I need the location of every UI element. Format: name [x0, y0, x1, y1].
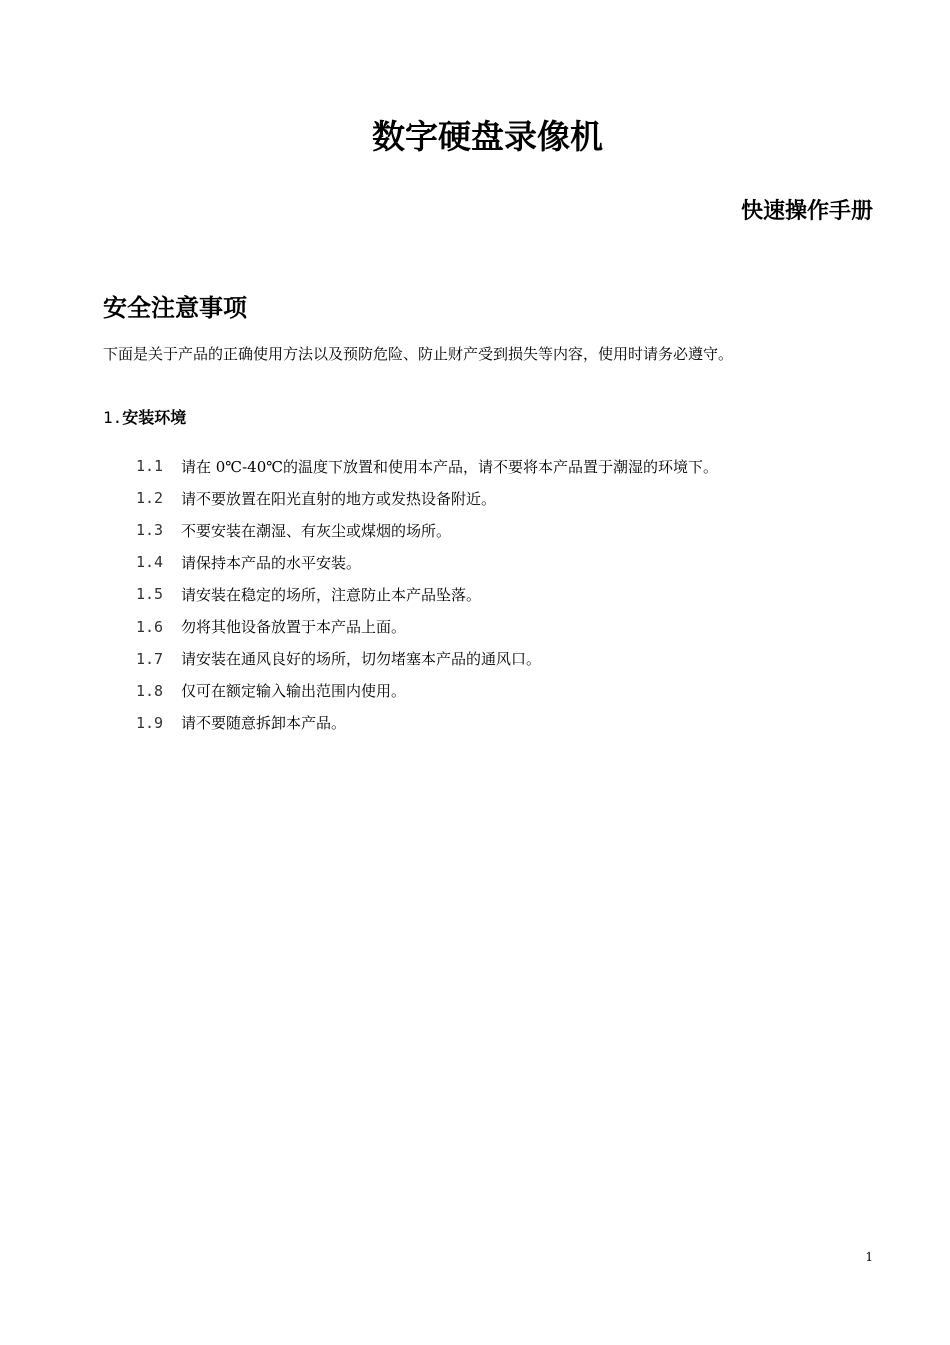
item-number: 1.7	[136, 649, 164, 668]
item-text: 请安装在稳定的场所，注意防止本产品坠落。	[181, 585, 482, 604]
item-number: 1.3	[136, 521, 164, 540]
instruction-list	[136, 450, 718, 739]
list-item	[136, 578, 718, 610]
list-item	[136, 546, 718, 578]
item-number: 1.4	[136, 553, 164, 572]
item-number: 1.5	[136, 585, 164, 604]
item-number: 1.9	[136, 713, 164, 732]
item-number: 1.6	[136, 617, 164, 636]
item-text: 不要安装在潮湿、有灰尘或煤烟的场所。	[181, 521, 452, 540]
list-item	[136, 707, 718, 739]
list-item	[136, 643, 718, 675]
list-item	[136, 482, 718, 514]
item-text: 请不要放置在阳光直射的地方或发热设备附近。	[181, 489, 497, 508]
item-text: 勿将其他设备放置于本产品上面。	[181, 618, 407, 637]
item-number: 1.8	[136, 681, 164, 700]
item-number: 1.2	[136, 489, 164, 508]
document-subtitle: 快速操作手册	[740, 199, 873, 224]
subsection-title: 安装环境	[122, 408, 187, 427]
list-item	[136, 675, 718, 707]
item-text: 请保持本产品的水平安装。	[181, 553, 362, 572]
item-number: 1.1	[136, 457, 164, 476]
section-title: 安全注意事项	[103, 294, 247, 322]
page-number: 1	[865, 1250, 873, 1264]
list-item	[136, 450, 718, 482]
section-intro: 下面是关于产品的正确使用方法以及预防危险、防止财产受到损失等内容，使用时请务必遵守。	[103, 345, 734, 363]
document-title: 数字硬盘录像机	[372, 117, 603, 156]
item-text: 请安装在通风良好的场所，切勿堵塞本产品的通风口。	[181, 650, 542, 669]
list-item	[136, 610, 718, 642]
item-text: 请不要随意拆卸本产品。	[181, 714, 347, 733]
item-text: 仅可在额定输入输出范围内使用。	[181, 682, 407, 701]
list-item	[136, 514, 718, 546]
item-text: 请在 0℃-40℃的温度下放置和使用本产品，请不要将本产品置于潮湿的环境下。	[181, 457, 719, 476]
subsection-heading	[103, 406, 186, 430]
subsection-number: 1.	[103, 408, 123, 427]
